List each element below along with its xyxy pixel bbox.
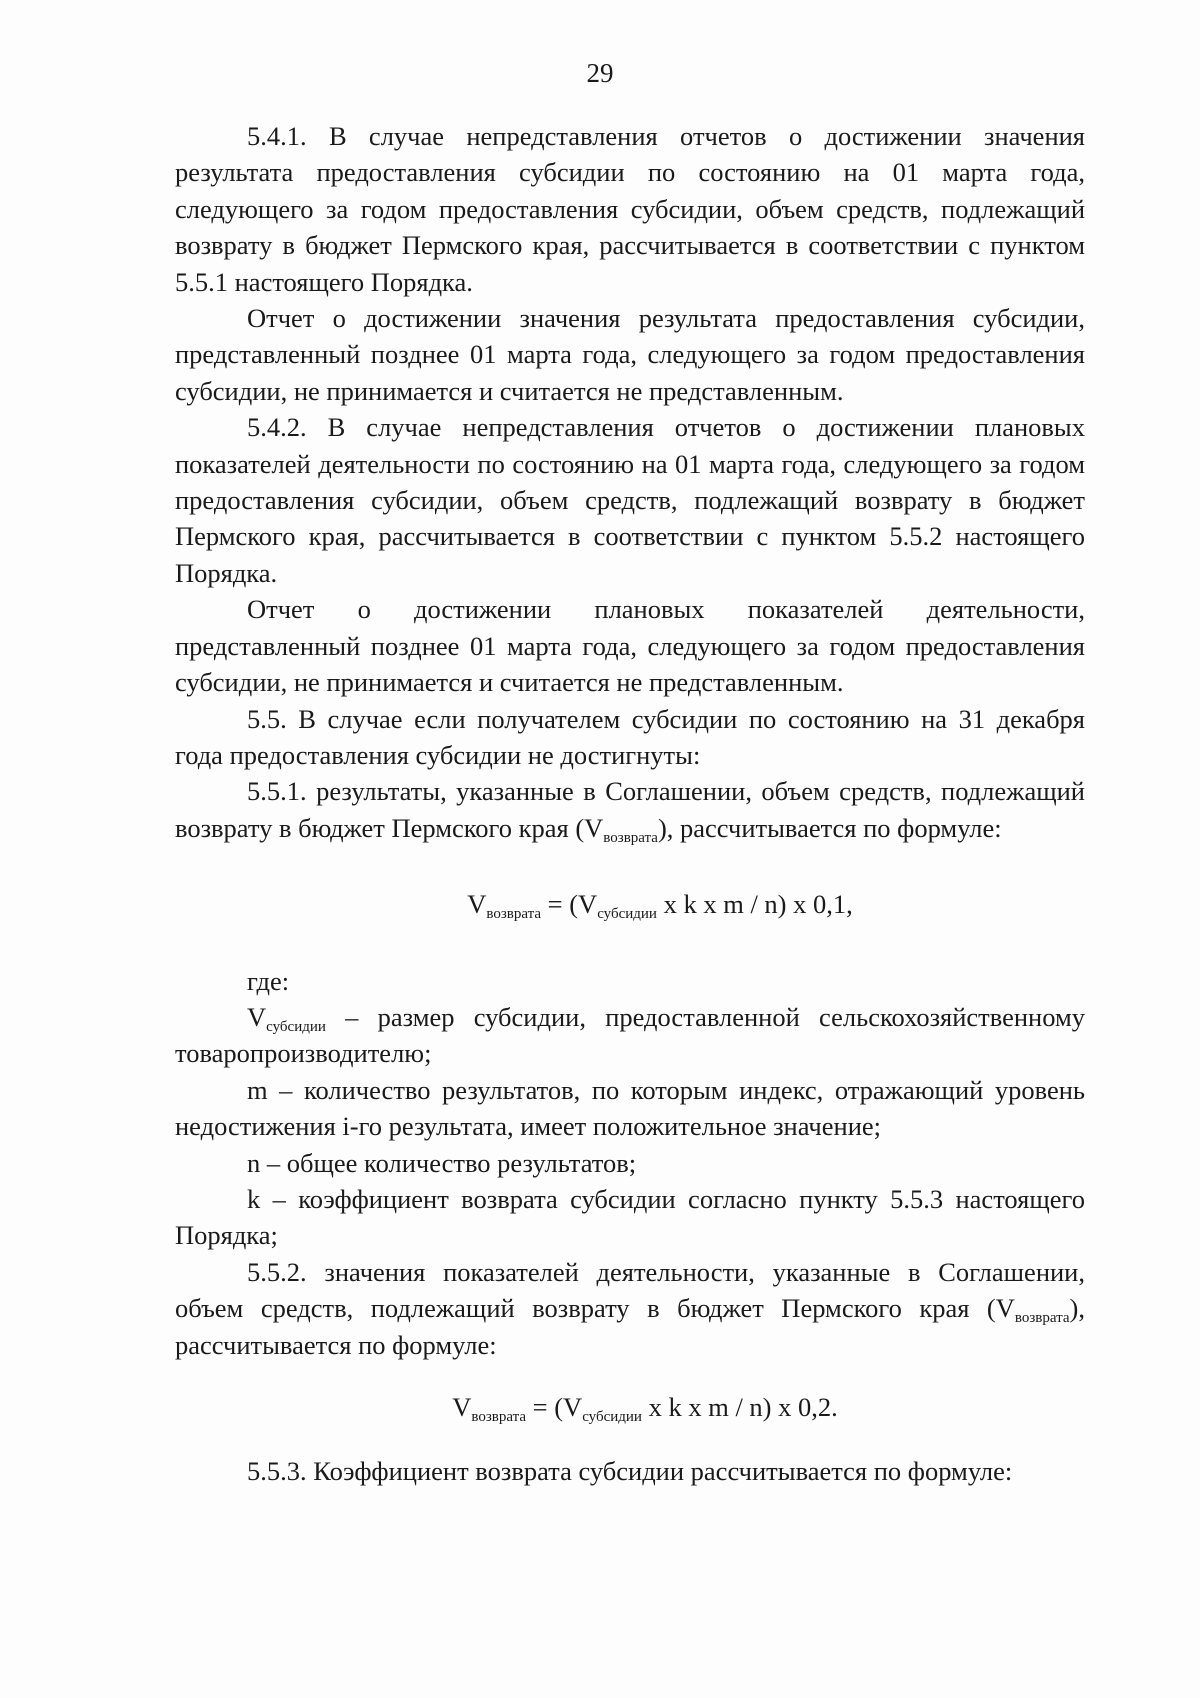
formula-1-mid: = (V [541, 889, 598, 920]
formula-2-mid: = (V [526, 1392, 583, 1422]
page-number: 29 [586, 58, 614, 88]
formula-5-5-2 [175, 1389, 1085, 1425]
paragraph-5-5-2-subscript: возврата [1014, 1310, 1070, 1327]
paragraph-5-5-2 [175, 1254, 1085, 1363]
paragraph-5-5-3: 5.5.3. Коэффициент возврата субсидии рассчитывается по формуле: [247, 1456, 1013, 1487]
definition-v-subsidy [175, 999, 1085, 1072]
formula-5-5-1 [175, 886, 1085, 922]
definition-n: n – общее количество результатов; [247, 1147, 637, 1178]
definition-v-subscript: субсидии [266, 1018, 326, 1035]
paragraph-5-5-2-text-b: ), рассчитывается по формуле: [175, 1293, 1085, 1360]
paragraph-5-5-1-subscript: возврата [603, 829, 658, 846]
formula-2-sub-return: возврата [471, 1409, 527, 1425]
paragraph-5-5-1-text-b: ), рассчитывается по формуле: [657, 812, 1002, 843]
paragraph-5-5-1 [175, 773, 1085, 846]
formula-2-sub-subsidy: субсидии [582, 1409, 642, 1425]
paragraph-5-4-1: 5.4.1. В случае непредставления отчетов о достижении значения результата предоставления субсидии по состоянию на 01 марта года, следующего за годом предоставления субсидии, объем средств, подлежащий возврату в бюджет Пермского края, рассчитывается в соответствии с пунктом 5.5.1 настоящего Порядка. [175, 121, 1085, 297]
formula-1-sub-subsidy: субсидии [597, 906, 657, 923]
formula-1-v: V [467, 889, 487, 920]
formula-2-v: V [452, 1392, 472, 1422]
definition-v: V [247, 1001, 267, 1032]
formula-1-sub-return: возврата [486, 906, 542, 923]
paragraph-5-5-2-text-a: 5.5.2. значения показателей деятельности, указанные в Соглашении, объем средств, подлежащий возврату в бюджет Пермского края (V [175, 1256, 1085, 1324]
paragraph-5-4-2: 5.4.2. В случае непредставления отчетов о достижении плановых показателей деятельности по состоянию на 01 марта года, следующего за годом предоставления субсидии, объем средств, подлежащий возврату в бюджет Пермского края, рассчитывается в соответствии с пунктом 5.5.2 настоящего Порядка. [175, 412, 1085, 588]
where-label: где: [247, 965, 290, 996]
formula-2-tail: x k x m / n) x 0,2. [641, 1392, 838, 1422]
document-body [175, 118, 1085, 1490]
definition-v-text: – размер субсидии, предоставленной сельскохозяйственному товаропроизводителю; [175, 1001, 1085, 1069]
paragraph-5-4-2-report: Отчет о достижении плановых показателей деятельности, представленный позднее 01 марта года, следующего за годом предоставления субсидии, не принимается и считается не представленным. [175, 594, 1085, 698]
definition-k: k – коэффициент возврата субсидии согласно пункту 5.5.3 настоящего Порядка; [175, 1183, 1085, 1251]
formula-1-tail: x k x m / n) x 0,1, [656, 889, 853, 920]
paragraph-5-4-1-report: Отчет о достижении значения результата предоставления субсидии, представленный позднее 01 марта года, следующего за годом предоставления субсидии, не принимается и считается не представленным. [175, 303, 1085, 406]
paragraph-5-5-1-text-a: 5.5.1. результаты, указанные в Соглашении, объем средств, подлежащий возврату в бюджет Пермского края (V [175, 776, 1085, 843]
paragraph-5-5: 5.5. В случае если получателем субсидии по состоянию на 31 декабря года предоставления субсидии не достигнуты: [175, 703, 1085, 770]
definition-m: m – количество результатов, по которым индекс, отражающий уровень недостижения i-го результата, имеет положительное значение; [175, 1074, 1085, 1142]
